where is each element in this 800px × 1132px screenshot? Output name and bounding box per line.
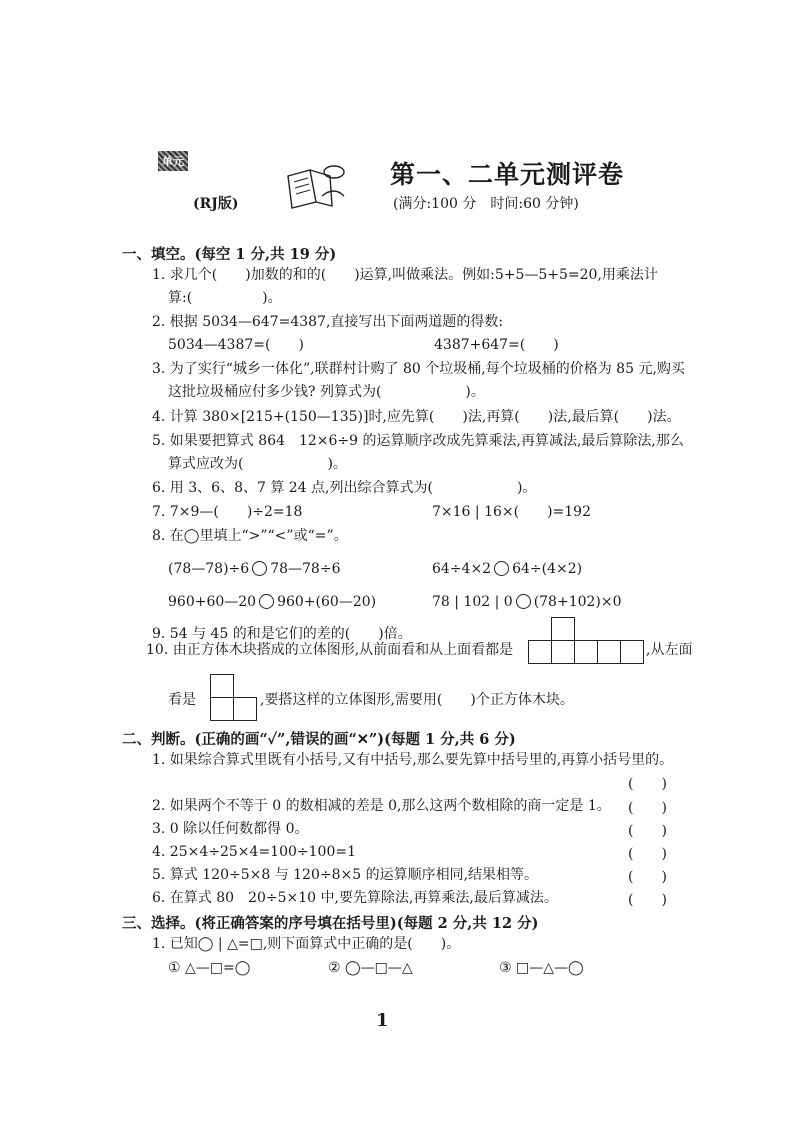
q8-a-left: (78—78)÷6 bbox=[168, 561, 250, 577]
book-illustration-icon bbox=[282, 156, 352, 212]
answer-paren-4[interactable]: ( ) bbox=[628, 846, 667, 862]
choice-q1: 1. 已知◯ | △=□,则下面算式中正确的是( )。 bbox=[152, 936, 461, 952]
page-number: 1 bbox=[376, 1010, 389, 1031]
q8-c-left: 960+60—20 bbox=[168, 594, 257, 610]
q8-b-right: 64÷(4×2) bbox=[512, 561, 583, 577]
choice-option-1: ① △—□=◯ bbox=[168, 960, 251, 976]
unit-badge: 单元 bbox=[158, 151, 188, 171]
q7-b: 7×16 | 16×( )=192 bbox=[432, 504, 591, 520]
q4: 4. 计算 380×[215+(150—135)]时,应先算( )法,再算( )法,最后算( )法。 bbox=[152, 409, 681, 425]
answer-paren-1[interactable]: ( ) bbox=[628, 776, 667, 792]
judge-item-1: 1. 如果综合算式里既有小括号,又有中括号,那么要先算中括号里的,再算小括号里的。 bbox=[152, 752, 674, 768]
choice-option-3: ③ □—△—◯ bbox=[499, 960, 584, 976]
compare-circle[interactable] bbox=[259, 594, 274, 609]
q2-b: 4387+647=( ) bbox=[434, 337, 559, 353]
edition-label: (RJ版) bbox=[193, 196, 239, 212]
answer-paren-5[interactable]: ( ) bbox=[628, 869, 667, 885]
q9: 9. 54 与 45 的和是它们的差的( )倍。 bbox=[152, 626, 412, 642]
q7-a: 7. 7×9—( )÷2=18 bbox=[152, 504, 303, 520]
choice-option-2: ② ◯—□—△ bbox=[328, 960, 413, 976]
compare-circle[interactable] bbox=[252, 561, 267, 576]
q8-c-right: 960+(60—20) bbox=[277, 594, 377, 610]
q8-row-c bbox=[168, 593, 376, 611]
compare-circle[interactable] bbox=[494, 561, 509, 576]
q3-line1: 3. 为了实行“城乡一体化”,联群村计购了 80 个垃圾桶,每个垃圾桶的价格为 85 元,购买 bbox=[152, 361, 685, 377]
answer-paren-3[interactable]: ( ) bbox=[628, 823, 667, 839]
section1-heading: 一、填空。(每空 1 分,共 19 分) bbox=[122, 246, 337, 263]
compare-circle[interactable] bbox=[516, 594, 531, 609]
judge-item-4: 4. 25×4÷25×4=100÷100=1 bbox=[152, 844, 356, 860]
judge-item-2: 2. 如果两个不等于 0 的数相减的差是 0,那么这两个数相除的商一定是 1。 bbox=[152, 798, 611, 814]
section3-heading: 三、选择。(将正确答案的序号填在括号里)(每题 2 分,共 12 分) bbox=[122, 915, 539, 932]
q8-d-left: 78 | 102 | 0 bbox=[432, 594, 513, 610]
q8-b-left: 64÷4×2 bbox=[432, 561, 492, 577]
judge-item-5: 5. 算式 120÷5×8 与 120÷8×5 的运算顺序相同,结果相等。 bbox=[152, 867, 539, 883]
page-title: 第一、二单元测评卷 bbox=[390, 160, 625, 189]
judge-item-6: 6. 在算式 80 20÷5×10 中,要先算除法,再算乘法,最后算减法。 bbox=[152, 890, 558, 906]
score-time-label: (满分:100 分 时间:60 分钟) bbox=[393, 196, 579, 212]
q2-a: 5034—4387=( ) bbox=[168, 337, 304, 353]
q8-row-d bbox=[432, 593, 622, 611]
q1-line2: 算:( )。 bbox=[168, 290, 282, 306]
section2-heading: 二、判断。(正确的画“✓”,错误的画“✕”)(每题 1 分,共 6 分) bbox=[122, 731, 516, 748]
q8-a-right: 78—78÷6 bbox=[270, 561, 341, 577]
q8-d-right: (78+102)×0 bbox=[533, 594, 622, 610]
q10-line2-b: ,要搭这样的立体图形,需要用( )个正方体木块。 bbox=[260, 692, 574, 708]
q10-line2-a: 看是 bbox=[168, 692, 196, 708]
q5-line2: 算式应改为( )。 bbox=[168, 456, 347, 472]
q8-row-b bbox=[432, 560, 582, 578]
q5-line1: 5. 如果要把算式 864 12×6÷9 的运算顺序改成先算乘法,再算减法,最后算除法,那么 bbox=[152, 433, 684, 449]
answer-paren-6[interactable]: ( ) bbox=[628, 892, 667, 908]
q10-line1-a: 10. 由正方体木块搭成的立体图形,从前面看和从上面看都是 bbox=[146, 642, 514, 658]
answer-paren-2[interactable]: ( ) bbox=[628, 800, 667, 816]
judge-item-3: 3. 0 除以任何数都得 0。 bbox=[152, 821, 309, 837]
q3-line2: 这批垃圾桶应付多少钱? 列算式为( )。 bbox=[168, 384, 485, 400]
q6: 6. 用 3、6、8、7 算 24 点,列出综合算式为( )。 bbox=[152, 480, 537, 496]
q1-line1: 1. 求几个( )加数的和的( )运算,叫做乘法。例如:5+5—5+5=20,用乘法计 bbox=[152, 267, 658, 283]
q2-line1: 2. 根据 5034—647=4387,直接写出下面两道题的得数: bbox=[152, 314, 504, 330]
q8-row-a bbox=[168, 560, 340, 578]
q8-heading: 8. 在◯里填上“>”“<”或“=”。 bbox=[152, 528, 348, 544]
q10-line1-b: ,从左面 bbox=[646, 642, 693, 658]
